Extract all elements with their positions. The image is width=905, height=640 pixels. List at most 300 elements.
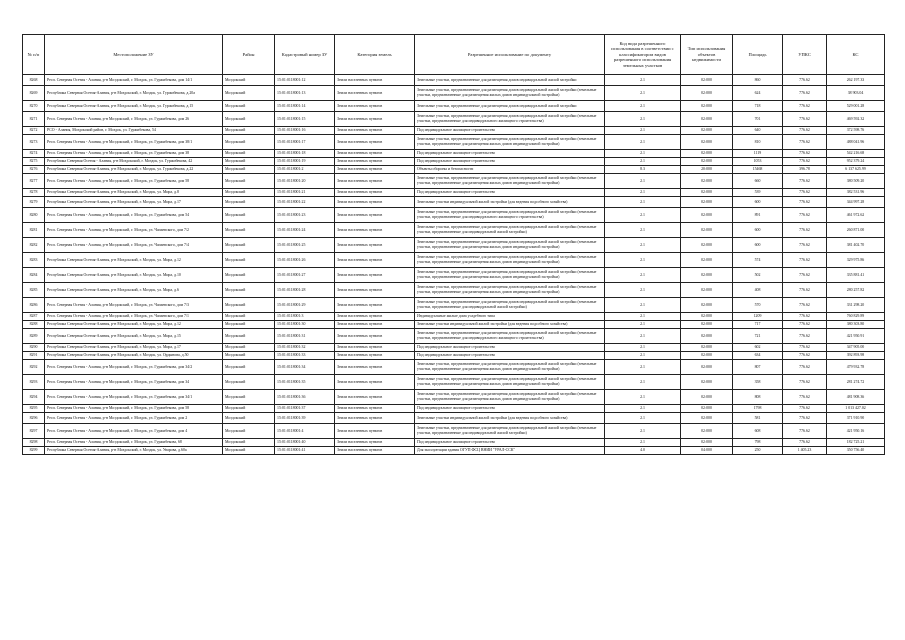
- land-category-cell: Земли населенных пунктов: [335, 447, 415, 455]
- land-category-cell: Земли населенных пунктов: [335, 439, 415, 447]
- location-cell: Респ. Северная Осетия - Алания, р-н Моздокский, г. Моздок, ул. Чапаевского, дом 7/3: [45, 298, 223, 313]
- column-header: Категория земель: [335, 35, 415, 75]
- usage-type-cell: 02:000: [681, 174, 733, 189]
- district-cell: Моздокский: [223, 329, 275, 344]
- table-row: [23, 439, 885, 447]
- land-category-cell: Земли населенных пунктов: [335, 75, 415, 86]
- usage-type-cell: 02:000: [681, 424, 733, 439]
- use-code-cell: 2.1: [605, 352, 681, 360]
- location-cell: Респ. Северная Осетия - Алания, р-н Моздокский, г. Моздок, ул. Гуржибекова, дом 38/1: [45, 135, 223, 150]
- use-code-cell: 2.1: [605, 127, 681, 135]
- use-code-cell: 2.1: [605, 268, 681, 283]
- row-number-cell: 8287: [23, 313, 45, 321]
- cadastral-number-cell: 15:01:0118001:34: [275, 360, 335, 375]
- land-category-cell: Земли населенных пунктов: [335, 166, 415, 174]
- location-cell: Респ. Северная Осетия - Алания, р-н Моздокский, г. Моздок, ул. Гуржибекова, 68: [45, 439, 223, 447]
- use-code-cell: 4.0: [605, 447, 681, 455]
- permitted-use-cell: Под индивидуальное жилищное строительство: [415, 189, 605, 197]
- row-number-cell: 8291: [23, 352, 45, 360]
- permitted-use-cell: Земельные участки, предназначенные для размещения домов индивидуальной жилой застройки (земельные участки, предназначенные для индивидуального жилищного строительства): [415, 329, 605, 344]
- upks-cell: 776.62: [783, 253, 827, 268]
- use-code-cell: 2.1: [605, 135, 681, 150]
- use-code-cell: 2.1: [605, 321, 681, 329]
- cadastral-number-cell: 15:01:0118001:31: [275, 329, 335, 344]
- cadastral-value-cell: 6 137 625.99: [827, 166, 885, 174]
- area-cell: 502: [733, 268, 783, 283]
- district-cell: Моздокский: [223, 375, 275, 390]
- table-row: [23, 158, 885, 166]
- location-cell: Респ. Северная Осетия - Алания, р-н Моздокский, г. Моздок, ул. Гуржибекова, дом 34: [45, 375, 223, 390]
- use-code-cell: 2.1: [605, 101, 681, 112]
- table-row: [23, 405, 885, 413]
- row-number-cell: 8286: [23, 298, 45, 313]
- district-cell: Моздокский: [223, 283, 275, 298]
- district-cell: Моздокский: [223, 238, 275, 253]
- permitted-use-cell: Земельные участки, предназначенные для размещения домов индивидуальной жилой застройки (земельные участки, предназначенные для индивидуального жилищного строительства): [415, 112, 605, 127]
- row-number-cell: 8297: [23, 424, 45, 439]
- permitted-use-cell: Земельные участки, предназначенные для размещения домов индивидуальной жилой застройки (земельные участки, предназначенные для размещения жилых домов индивидуальной застройки): [415, 238, 605, 253]
- area-cell: 1053: [733, 158, 783, 166]
- use-code-cell: 2.1: [605, 298, 681, 313]
- location-cell: Респ. Северная Осетия - Алания, р-н Моздокский, г. Моздок, ул. Гуржибекова, дом 58: [45, 405, 223, 413]
- upks-cell: 776.62: [783, 360, 827, 375]
- cadastral-number-cell: 15:01:0118001:33: [275, 352, 335, 360]
- row-number-cell: 8289: [23, 329, 45, 344]
- upks-cell: 776.62: [783, 238, 827, 253]
- row-number-cell: 8279: [23, 197, 45, 208]
- permitted-use-cell: Земельные участки, предназначенные для размещения домов индивидуальной жилой застройки (земельные участки, предназначенные для индивидуальной жилой застройки): [415, 298, 605, 313]
- table-row: [23, 298, 885, 313]
- usage-type-cell: 02:000: [681, 344, 733, 352]
- upks-cell: 776.62: [783, 352, 827, 360]
- area-cell: 1209: [733, 313, 783, 321]
- usage-type-cell: 02:000: [681, 150, 733, 158]
- cadastral-value-cell: 380 509.20: [827, 174, 885, 189]
- land-category-cell: Земли населенных пунктов: [335, 375, 415, 390]
- cadastral-number-cell: 15:01:0118001:16: [275, 127, 335, 135]
- cadastral-number-cell: 15:01:0118001:14: [275, 101, 335, 112]
- row-number-cell: 8281: [23, 223, 45, 238]
- permitted-use-cell: Индивидуальные жилые дома усадебного типа: [415, 313, 605, 321]
- column-header: № п/п: [23, 35, 45, 75]
- table-row: [23, 197, 885, 208]
- table-row: [23, 112, 885, 127]
- usage-type-cell: 02:000: [681, 413, 733, 424]
- row-number-cell: 8282: [23, 238, 45, 253]
- upks-cell: 776.62: [783, 150, 827, 158]
- permitted-use-cell: Под индивидуальное жилищное строительство: [415, 344, 605, 352]
- table-row: [23, 329, 885, 344]
- table-row: [23, 127, 885, 135]
- land-category-cell: Земли населенных пунктов: [335, 321, 415, 329]
- row-number-cell: 8293: [23, 375, 45, 390]
- use-code-cell: 2.1: [605, 189, 681, 197]
- table-body: [23, 75, 885, 455]
- use-code-cell: 2.1: [605, 223, 681, 238]
- land-category-cell: Земли населенных пунктов: [335, 253, 415, 268]
- district-cell: Моздокский: [223, 75, 275, 86]
- area-cell: 717: [733, 321, 783, 329]
- location-cell: Республика Северная Осетия-Алания, р-н Моздокский, г. Моздок, ул. Мира, д.17: [45, 197, 223, 208]
- cadastral-number-cell: 15:01:0118001:41: [275, 447, 335, 455]
- cadastral-number-cell: 15:01:0118001:30: [275, 321, 335, 329]
- upks-cell: 776.62: [783, 189, 827, 197]
- area-cell: 860: [733, 75, 783, 86]
- land-category-cell: Земли населенных пунктов: [335, 150, 415, 158]
- table-row: [23, 321, 885, 329]
- land-category-cell: Земли населенных пунктов: [335, 197, 415, 208]
- row-number-cell: 8278: [23, 189, 45, 197]
- table-row: [23, 150, 885, 158]
- cadastral-number-cell: 15:01:0118001:2: [275, 166, 335, 174]
- usage-type-cell: 02:000: [681, 360, 733, 375]
- district-cell: Моздокский: [223, 298, 275, 313]
- use-code-cell: 2.1: [605, 208, 681, 223]
- location-cell: Республика Северная Осетия-Алания, р-н Моздокский, г. Моздок, ул. Ордынова, д.50: [45, 352, 223, 360]
- location-cell: Республика Северная Осетия-Алания, р-н Моздокский, г. Моздок, ул. Мира, д.15: [45, 329, 223, 344]
- land-category-cell: Земли населенных пунктов: [335, 135, 415, 150]
- table-row: [23, 283, 885, 298]
- upks-cell: 776.62: [783, 283, 827, 298]
- table-row: [23, 208, 885, 223]
- usage-type-cell: 02:000: [681, 197, 733, 208]
- usage-type-cell: 02:000: [681, 352, 733, 360]
- district-cell: Моздокский: [223, 447, 275, 455]
- permitted-use-cell: Земельные участки, предназначенные для размещения домов индивидуальной жилой застройки (земельные участки, предназначенные для индивидуальной жилой застройки): [415, 223, 605, 238]
- land-category-cell: Земли населенных пунктов: [335, 238, 415, 253]
- land-category-cell: Земли населенных пунктов: [335, 298, 415, 313]
- cadastral-number-cell: 15:01:0118001:36: [275, 390, 335, 405]
- area-cell: 408: [733, 283, 783, 298]
- land-category-cell: Земли населенных пунктов: [335, 352, 415, 360]
- row-number-cell: 8292: [23, 360, 45, 375]
- permitted-use-cell: Под индивидуальное жилищное строительство: [415, 158, 605, 166]
- location-cell: Респ. Северная Осетия - Алания, р-н Моздокский, г. Моздок, ул. Гуржибекова, дом 38: [45, 150, 223, 158]
- use-code-cell: 2.1: [605, 439, 681, 447]
- table-row: [23, 223, 885, 238]
- row-number-cell: 8283: [23, 253, 45, 268]
- location-cell: Республика Северная Осетия-Алания, р-н Моздокский, г. Моздок, ул. Гуржибекова, д.15: [45, 101, 223, 112]
- district-cell: Моздокский: [223, 112, 275, 127]
- land-category-cell: Земли населенных пунктов: [335, 189, 415, 197]
- upks-cell: 776.62: [783, 344, 827, 352]
- upks-cell: 776.62: [783, 208, 827, 223]
- row-number-cell: 8299: [23, 447, 45, 455]
- land-category-cell: Земли населенных пунктов: [335, 86, 415, 101]
- location-cell: Республика Северная Осетия-Алания, р-н Моздокский, г. Моздок, ул. Гуржибекова, д.20а: [45, 86, 223, 101]
- cadastral-number-cell: 15:01:0118001:39: [275, 413, 335, 424]
- cadastral-number-cell: 15:01:0118001:20: [275, 174, 335, 189]
- district-cell: Моздокский: [223, 101, 275, 112]
- cadastral-number-cell: 15:01:0118001:24: [275, 223, 335, 238]
- table-row: [23, 447, 885, 455]
- land-category-cell: Земли населенных пунктов: [335, 313, 415, 321]
- upks-cell: 776.62: [783, 298, 827, 313]
- permitted-use-cell: Земельные участки, предназначенные для размещения домов индивидуальной жилой застройки (земельные участки, предназначенные для размещения жилых домов индивидуальной застройки): [415, 253, 605, 268]
- area-cell: 358: [733, 375, 783, 390]
- cadastral-number-cell: 15:01:0118001:37: [275, 405, 335, 413]
- area-cell: 539: [733, 189, 783, 197]
- district-cell: Моздокский: [223, 127, 275, 135]
- cadastral-value-cell: 372 598.76: [827, 127, 885, 135]
- location-cell: Респ. Северная Осетия - Алания, р-н Моздокский, г. Моздок, ул. Чапаевского, дом 7/1: [45, 313, 223, 321]
- cadastral-value-cell: 421 950.16: [827, 424, 885, 439]
- usage-type-cell: 02:000: [681, 390, 733, 405]
- location-cell: Республика Северная Осетия-Алания, р-н Моздокский, г. Моздок, ул. Мира, д.17: [45, 344, 223, 352]
- use-code-cell: 2.1: [605, 413, 681, 424]
- land-category-cell: Земли населенных пунктов: [335, 390, 415, 405]
- cadastral-number-cell: 15:01:0118001:18: [275, 150, 335, 158]
- permitted-use-cell: Земельные участки, предназначенные для размещения домов индивидуальной жилой застройки (земельные участки, предназначенные для размещения жилых домов индивидуальной застройки): [415, 375, 605, 390]
- location-cell: Республика Северная Осетия-Алания, р-н Моздокский, г. Моздок, ул. Мира, д.8: [45, 189, 223, 197]
- use-code-cell: 2.1: [605, 158, 681, 166]
- area-cell: 1798: [733, 405, 783, 413]
- upks-cell: 776.62: [783, 101, 827, 112]
- cadastral-number-cell: 15:01:0118001:3: [275, 313, 335, 321]
- land-category-cell: Земли населенных пунктов: [335, 268, 415, 283]
- usage-type-cell: 02:000: [681, 253, 733, 268]
- cadastral-number-cell: 15:01:0118001:12: [275, 75, 335, 86]
- use-code-cell: 2.1: [605, 360, 681, 375]
- table-row: [23, 375, 885, 390]
- usage-type-cell: 02:000: [681, 135, 733, 150]
- permitted-use-cell: Земельные участки индивидуальной жилой застройки (для ведения подсобного хозяйства): [415, 321, 605, 329]
- upks-cell: 776.62: [783, 127, 827, 135]
- district-cell: Моздокский: [223, 135, 275, 150]
- area-cell: 574: [733, 253, 783, 268]
- column-header: Тип использования объектов недвижимости: [681, 35, 733, 75]
- cadastral-value-cell: 1 013 427.02: [827, 405, 885, 413]
- location-cell: Республика Северная Осетия - Алания, р-н Моздокский, г. Моздок, ул. Гуржибекова, 42: [45, 158, 223, 166]
- permitted-use-cell: Земельные участки, предназначенные для размещения домов индивидуальной жилой застройки (земельные участки, предназначенные для индивидуальной жилой застройки): [415, 424, 605, 439]
- land-plots-table: [22, 34, 885, 455]
- table-row: [23, 189, 885, 197]
- cadastral-value-cell: 281 274.72: [827, 375, 885, 390]
- location-cell: РСО - Алания, Моздокский район, г. Моздок, ул. Гуржибекова, 54: [45, 127, 223, 135]
- cadastral-value-cell: 760 829.89: [827, 313, 885, 321]
- permitted-use-cell: Земельные участки, предназначенные для размещения домов индивидуальной жилой застройки (земельные участки, предназначенные для размещения жилых домов индивидуальной застройки): [415, 390, 605, 405]
- district-cell: Моздокский: [223, 352, 275, 360]
- column-header: Кадастровый номер ЗУ: [275, 35, 335, 75]
- usage-type-cell: 04:000: [681, 447, 733, 455]
- table-row: [23, 238, 885, 253]
- area-cell: 701: [733, 112, 783, 127]
- cadastral-value-cell: 371 910.90: [827, 413, 885, 424]
- cadastral-value-cell: 461 972.62: [827, 208, 885, 223]
- cadastral-value-cell: 350 756.40: [827, 447, 885, 455]
- usage-type-cell: 02:000: [681, 223, 733, 238]
- column-header: Разрешенное использование по документу: [415, 35, 605, 75]
- location-cell: Респ. Северная Осетия - Алания, р-н Моздокский, г. Моздок, ул. Чапаевского, дом 7/4: [45, 238, 223, 253]
- permitted-use-cell: Земельные участки, предназначенные для размещения домов индивидуальной жилой застройки (земельные участки, предназначенные для индивидуального жилищного строительства): [415, 208, 605, 223]
- district-cell: Моздокский: [223, 166, 275, 174]
- usage-type-cell: 02:000: [681, 321, 733, 329]
- column-header: Местоположение ЗУ: [45, 35, 223, 75]
- district-cell: Моздокский: [223, 197, 275, 208]
- usage-type-cell: 02:000: [681, 189, 733, 197]
- row-number-cell: 8275: [23, 158, 45, 166]
- area-cell: 807: [733, 360, 783, 375]
- cadastral-value-cell: 488 041.96: [827, 135, 885, 150]
- permitted-use-cell: Объекты обороны и безопасности: [415, 166, 605, 174]
- cadastral-value-cell: 381 402.70: [827, 238, 885, 253]
- cadastral-value-cell: 529 001.28: [827, 101, 885, 112]
- district-cell: Моздокский: [223, 313, 275, 321]
- table-row: [23, 413, 885, 424]
- row-number-cell: 8274: [23, 150, 45, 158]
- table-row: [23, 101, 885, 112]
- use-code-cell: 2.1: [605, 390, 681, 405]
- permitted-use-cell: Земельные участки, предназначенные для размещения домов индивидуальной жилой застройки (земельные участки, предназначенные для размещения жилых домов индивидуальной застройки): [415, 174, 605, 189]
- cadastral-number-cell: 15:01:0118001:27: [275, 268, 335, 283]
- usage-type-cell: 02:000: [681, 375, 733, 390]
- row-number-cell: 8269: [23, 86, 45, 101]
- upks-cell: 776.62: [783, 439, 827, 447]
- cadastral-number-cell: 15:01:0118001:22: [275, 197, 335, 208]
- permitted-use-cell: Под индивидуальное жилищное строительство: [415, 405, 605, 413]
- cadastral-value-cell: 347 905.00: [827, 344, 885, 352]
- use-code-cell: 2.1: [605, 150, 681, 158]
- land-category-cell: Земли населенных пунктов: [335, 360, 415, 375]
- area-cell: 640: [733, 127, 783, 135]
- location-cell: Респ. Северная Осетия - Алания, р-н Моздокский, г. Моздок, ул. Гуржибекова, дом 4: [45, 424, 223, 439]
- upks-cell: 776.62: [783, 375, 827, 390]
- table-row: [23, 360, 885, 375]
- cadastral-value-cell: 542 216.68: [827, 150, 885, 158]
- location-cell: Респ. Северная Осетия - Алания, р-н Моздокский, г. Моздок, ул. Гуржибекова, дом 2: [45, 413, 223, 424]
- use-code-cell: 2.1: [605, 375, 681, 390]
- area-cell: 721: [733, 329, 783, 344]
- area-cell: 608: [733, 424, 783, 439]
- cadastral-value-cell: 329 975.86: [827, 253, 885, 268]
- table-row: [23, 86, 885, 101]
- cadastral-value-cell: 481 908.36: [827, 390, 885, 405]
- upks-cell: 1 405.23: [783, 447, 827, 455]
- upks-cell: 776.62: [783, 223, 827, 238]
- row-number-cell: 8272: [23, 127, 45, 135]
- row-number-cell: 8271: [23, 112, 45, 127]
- area-cell: 570: [733, 298, 783, 313]
- cadastral-value-cell: 331 298.20: [827, 298, 885, 313]
- use-code-cell: 2.1: [605, 86, 681, 101]
- table-row: [23, 135, 885, 150]
- area-cell: 660: [733, 174, 783, 189]
- cadastral-value-cell: 380 303.80: [827, 321, 885, 329]
- district-cell: Моздокский: [223, 189, 275, 197]
- permitted-use-cell: Земельные участки, предназначенные для размещения домов индивидуальной жилой застройки (земельные участки, предназначенные для размещения жилых домов индивидуальной застройки): [415, 86, 605, 101]
- district-cell: Моздокский: [223, 86, 275, 101]
- upks-cell: 776.62: [783, 390, 827, 405]
- upks-cell: 776.62: [783, 112, 827, 127]
- usage-type-cell: 02:000: [681, 158, 733, 166]
- area-cell: 15468: [733, 166, 783, 174]
- cadastral-number-cell: 15:01:0118001:40: [275, 439, 335, 447]
- table-row: [23, 75, 885, 86]
- area-cell: 718: [733, 101, 783, 112]
- row-number-cell: 8276: [23, 166, 45, 174]
- cadastral-number-cell: 15:01:0118001:25: [275, 238, 335, 253]
- land-category-cell: Земли населенных пунктов: [335, 208, 415, 223]
- district-cell: Моздокский: [223, 174, 275, 189]
- district-cell: Моздокский: [223, 390, 275, 405]
- land-category-cell: Земли населенных пунктов: [335, 344, 415, 352]
- district-cell: Моздокский: [223, 150, 275, 158]
- usage-type-cell: 02:000: [681, 439, 733, 447]
- district-cell: Моздокский: [223, 439, 275, 447]
- permitted-use-cell: Земельные участки индивидуальной жилой застройки (для ведения подсобного хозяйства): [415, 413, 605, 424]
- district-cell: Моздокский: [223, 208, 275, 223]
- upks-cell: 776.62: [783, 313, 827, 321]
- upks-cell: 776.62: [783, 424, 827, 439]
- permitted-use-cell: Под индивидуальное жилищное строительство: [415, 352, 605, 360]
- upks-cell: 776.62: [783, 174, 827, 189]
- cadastral-value-cell: 260 871.00: [827, 223, 885, 238]
- district-cell: Моздокский: [223, 253, 275, 268]
- land-category-cell: Земли населенных пунктов: [335, 223, 415, 238]
- use-code-cell: 2.1: [605, 283, 681, 298]
- use-code-cell: 2.1: [605, 75, 681, 86]
- row-number-cell: 8280: [23, 208, 45, 223]
- land-category-cell: Земли населенных пунктов: [335, 283, 415, 298]
- location-cell: Респ. Северная Осетия - Алания, р-н Моздокский, г. Моздок, ул. Гуржибекова, дом 14/1: [45, 75, 223, 86]
- cadastral-number-cell: 15:01:0118001:26: [275, 253, 335, 268]
- row-number-cell: 8296: [23, 413, 45, 424]
- district-cell: Моздокский: [223, 344, 275, 352]
- cadastral-value-cell: 344 997.28: [827, 197, 885, 208]
- land-category-cell: Земли населенных пунктов: [335, 101, 415, 112]
- area-cell: 602: [733, 344, 783, 352]
- land-category-cell: Земли населенных пунктов: [335, 112, 415, 127]
- upks-cell: 776.62: [783, 197, 827, 208]
- district-cell: Моздокский: [223, 158, 275, 166]
- row-number-cell: 8285: [23, 283, 45, 298]
- area-cell: 891: [733, 208, 783, 223]
- table-row: [23, 352, 885, 360]
- location-cell: Республика Северная Осетия-Алания, р-н Моздокский, г. Моздок, ул. Мира, д.12: [45, 321, 223, 329]
- upks-cell: 776.62: [783, 329, 827, 344]
- district-cell: Моздокский: [223, 268, 275, 283]
- permitted-use-cell: Под индивидуальное жилищное строительство: [415, 150, 605, 158]
- row-number-cell: 8290: [23, 344, 45, 352]
- location-cell: Республика Северная Осетия-Алания, р-н Моздокский, г. Моздок, ул. Гуржибекова, д.22: [45, 166, 223, 174]
- area-cell: 1119: [733, 150, 783, 158]
- use-code-cell: 2.1: [605, 197, 681, 208]
- cadastral-number-cell: 15:01:0118001:19: [275, 158, 335, 166]
- use-code-cell: 8.3: [605, 166, 681, 174]
- usage-type-cell: 02:000: [681, 329, 733, 344]
- cadastral-number-cell: 15:01:0118001:32: [275, 344, 335, 352]
- upks-cell: 776.62: [783, 321, 827, 329]
- location-cell: Респ. Северная Осетия - Алания, р-н Моздокский, г. Моздок, ул. Гуржибекова, дом 26: [45, 112, 223, 127]
- district-cell: Моздокский: [223, 223, 275, 238]
- permitted-use-cell: Под индивидуальное жилищное строительство: [415, 127, 605, 135]
- document-page: [22, 34, 884, 455]
- cadastral-value-cell: 335 881.41: [827, 268, 885, 283]
- area-cell: 581: [733, 413, 783, 424]
- district-cell: Моздокский: [223, 360, 275, 375]
- cadastral-value-cell: 182 725.21: [827, 439, 885, 447]
- upks-cell: 776.62: [783, 135, 827, 150]
- land-category-cell: Земли населенных пунктов: [335, 329, 415, 344]
- usage-type-cell: 02:000: [681, 208, 733, 223]
- area-cell: 810: [733, 135, 783, 150]
- land-category-cell: Земли населенных пунктов: [335, 424, 415, 439]
- cadastral-number-cell: 15:01:0118001:29: [275, 298, 335, 313]
- land-category-cell: Земли населенных пунктов: [335, 174, 415, 189]
- row-number-cell: 8295: [23, 405, 45, 413]
- use-code-cell: 2.1: [605, 344, 681, 352]
- cadastral-value-cell: 382 531.96: [827, 189, 885, 197]
